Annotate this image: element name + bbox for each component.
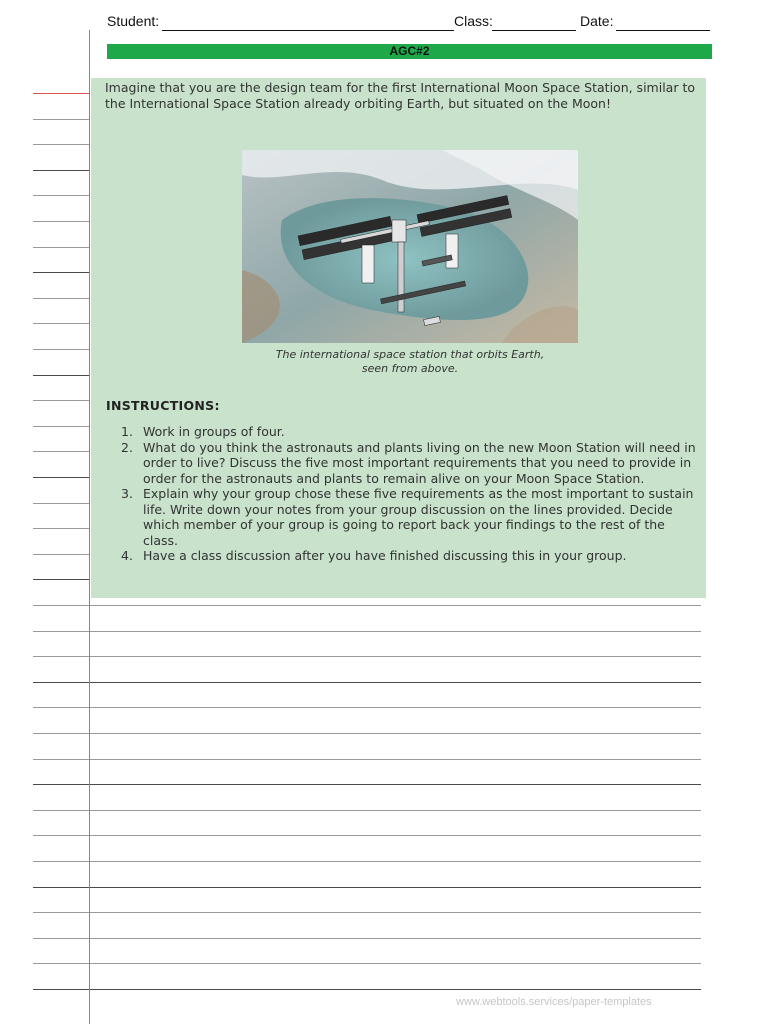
ruled-line — [33, 375, 89, 376]
ruled-line[interactable] — [33, 938, 701, 939]
ruled-line — [33, 298, 89, 299]
footer-watermark: www.webtools.services/paper-templates — [456, 996, 652, 1008]
ruled-line[interactable] — [33, 912, 701, 913]
ruled-line — [33, 93, 89, 94]
ruled-line[interactable] — [33, 682, 701, 683]
item-number: 4. — [121, 548, 133, 563]
ruled-line — [33, 221, 89, 222]
ruled-line — [33, 170, 89, 171]
ruled-line[interactable] — [33, 835, 701, 836]
item-number: 2. — [121, 439, 133, 455]
space-station-photo — [242, 150, 578, 343]
ruled-line[interactable] — [33, 861, 701, 862]
margin-line — [89, 30, 90, 1024]
ruled-line[interactable] — [33, 887, 701, 888]
header-row — [107, 13, 710, 33]
item-text: Work in groups of four. — [143, 424, 285, 439]
ruled-line — [33, 554, 89, 555]
ruled-line — [33, 119, 89, 120]
list-item — [121, 440, 701, 487]
ruled-line — [33, 323, 89, 324]
ruled-line — [33, 451, 89, 452]
date-field[interactable] — [616, 30, 710, 31]
photo-caption — [230, 348, 590, 376]
ruled-line[interactable] — [33, 759, 701, 760]
class-label: Class: — [454, 13, 493, 29]
ruled-line — [33, 400, 89, 401]
ruled-line — [33, 195, 89, 196]
caption-line-1: The international space station that orbits Earth, — [275, 348, 545, 361]
item-number: 1. — [121, 424, 133, 439]
ruled-line[interactable] — [33, 656, 701, 657]
ruled-line[interactable] — [33, 963, 701, 964]
item-text: Have a class discussion after you have finished discussing this in your group. — [143, 548, 627, 563]
instructions-heading: INSTRUCTIONS: — [106, 398, 220, 413]
ruled-line[interactable] — [33, 605, 701, 606]
item-text: What do you think the astronauts and plants living on the new Moon Station will need in order to live? Discuss the five most important requirements that you need to provide in order for the astronauts and plants to remain alive on your Moon Space Station. — [143, 439, 696, 486]
ruled-line — [33, 272, 89, 273]
ruled-line — [33, 477, 89, 478]
list-item — [121, 424, 701, 440]
ruled-line — [33, 349, 89, 350]
ruled-line — [33, 247, 89, 248]
ruled-line[interactable] — [33, 631, 701, 632]
item-text: Explain why your group chose these five requirements as the most important to sustain life. Write down your notes from your group discussion on the lines provided. Decide which member of your group is going to report back your findings to the rest of the class. — [143, 486, 694, 548]
student-name-field[interactable] — [162, 30, 454, 31]
ruled-line[interactable] — [33, 989, 701, 990]
ruled-line[interactable] — [33, 733, 701, 734]
instructions-list — [121, 424, 701, 564]
class-field[interactable] — [492, 30, 576, 31]
date-label: Date: — [580, 13, 614, 29]
list-item — [121, 486, 701, 548]
ruled-line[interactable] — [33, 707, 701, 708]
ruled-line — [33, 144, 89, 145]
list-item — [121, 548, 701, 564]
page-title: AGC#2 — [107, 44, 712, 59]
ruled-line — [33, 528, 89, 529]
ruled-line — [33, 426, 89, 427]
caption-line-2: seen from above. — [361, 362, 459, 375]
ruled-line — [33, 503, 89, 504]
student-label: Student: — [107, 13, 160, 29]
ruled-line[interactable] — [33, 810, 701, 811]
item-number: 3. — [121, 486, 133, 501]
ruled-line — [33, 579, 89, 580]
intro-text: Imagine that you are the design team for the first International Moon Space Station, similar to the International Space Station already orbiting Earth, but situated on the Moon! — [105, 80, 695, 111]
ruled-line[interactable] — [33, 784, 701, 785]
